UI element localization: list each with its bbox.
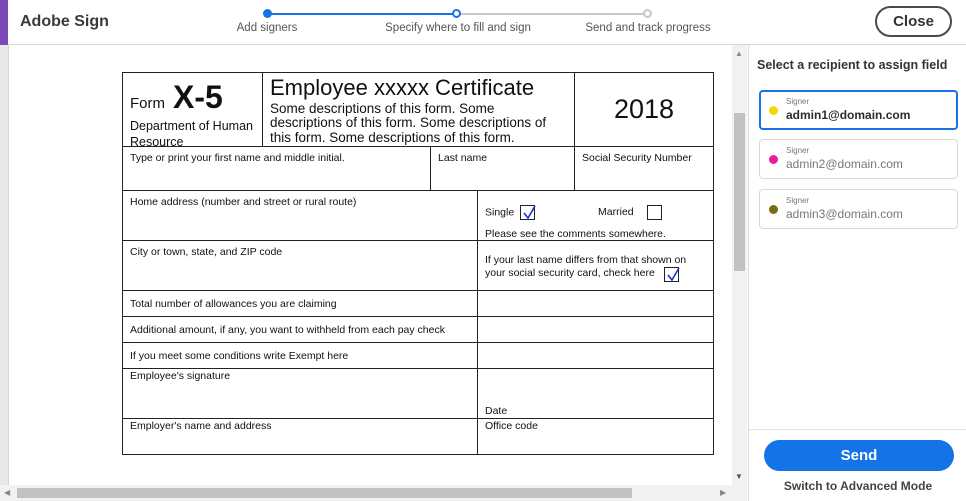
recipient-color-dot	[769, 155, 778, 164]
checkmark-icon	[521, 204, 537, 221]
step-dot-specify-fields[interactable]	[452, 9, 461, 18]
last-name-field[interactable]	[431, 147, 575, 191]
additional-amount-label: Additional amount, if any, you want to withheld from each pay check	[130, 324, 445, 336]
form-x5	[122, 72, 714, 455]
form-title-box	[263, 73, 575, 147]
form-year: 2018	[575, 73, 713, 147]
home-address-label: Home address (number and street or rural route)	[130, 196, 357, 208]
home-address-field[interactable]	[123, 191, 478, 241]
scroll-corner	[732, 485, 747, 501]
step-connector-done	[267, 13, 456, 15]
exempt-input[interactable]	[478, 343, 713, 369]
employer-name-label: Employer's name and address	[130, 420, 272, 432]
top-bar	[0, 0, 966, 45]
scroll-left-icon[interactable]: ◀	[4, 488, 11, 497]
recipient-color-dot	[769, 106, 778, 115]
scroll-down-icon[interactable]: ▼	[735, 472, 743, 481]
vertical-scrollbar[interactable]	[732, 45, 747, 485]
recipient-color-dot	[769, 205, 778, 214]
form-label: Form	[130, 95, 165, 112]
last-name-differs-label: If your last name differs from that shown on your social security card, check here	[485, 254, 687, 280]
checkmark-icon	[665, 266, 681, 283]
document-viewer[interactable]	[10, 45, 732, 485]
recipient-email: admin2@domain.com	[786, 157, 903, 171]
panel-title: Select a recipient to assign field	[757, 58, 948, 72]
recipient-card-3[interactable]	[759, 189, 958, 229]
panel-footer	[749, 429, 966, 501]
recipient-role: Signer	[786, 146, 810, 155]
office-code-field[interactable]	[478, 419, 713, 455]
step-connector-pending	[456, 13, 647, 15]
city-label: City or town, state, and ZIP code	[130, 246, 283, 258]
switch-advanced-mode-link[interactable]: Switch to Advanced Mode	[783, 479, 933, 493]
first-name-field[interactable]	[123, 147, 431, 191]
employee-signature-label: Employee's signature	[130, 370, 231, 382]
recipient-card-2[interactable]	[759, 139, 958, 179]
scroll-right-icon[interactable]: ▶	[720, 488, 727, 497]
left-edge-strip	[0, 45, 9, 501]
recipient-email: admin1@domain.com	[786, 108, 911, 122]
ssn-label: Social Security Number	[582, 152, 692, 164]
single-label: Single	[485, 206, 515, 219]
form-id-box	[123, 73, 263, 147]
allowances-field	[123, 291, 478, 317]
employee-signature-field[interactable]	[123, 369, 478, 419]
single-checkbox[interactable]	[520, 205, 535, 220]
last-name-differs-checkbox[interactable]	[664, 267, 679, 282]
form-title: Employee xxxxx Certificate	[270, 75, 535, 100]
app-title: Adobe Sign	[20, 13, 109, 30]
recipient-panel	[748, 45, 966, 501]
allowances-label: Total number of allowances you are claiming	[130, 298, 337, 310]
married-label: Married	[598, 206, 634, 219]
office-code-label: Office code	[485, 420, 538, 432]
ssn-field[interactable]	[575, 147, 713, 191]
send-button[interactable]: Send	[764, 440, 954, 471]
city-field[interactable]	[123, 241, 478, 291]
employer-name-field[interactable]	[123, 419, 478, 455]
first-name-label: Type or print your first name and middle initial.	[130, 152, 345, 164]
form-id: X-5	[173, 79, 223, 115]
department: Department of Human Resource	[130, 119, 253, 149]
allowances-input[interactable]	[478, 291, 713, 317]
recipient-role: Signer	[786, 97, 810, 106]
additional-amount-input[interactable]	[478, 317, 713, 343]
step-label-send-track[interactable]: Send and track progress	[585, 22, 711, 34]
date-field[interactable]	[478, 369, 713, 419]
married-checkbox[interactable]	[647, 205, 662, 220]
last-name-differs-box	[478, 241, 713, 291]
vertical-scroll-thumb[interactable]	[734, 113, 745, 271]
recipient-email: admin3@domain.com	[786, 207, 903, 221]
horizontal-scroll-thumb[interactable]	[17, 488, 632, 498]
additional-amount-field	[123, 317, 478, 343]
last-name-label: Last name	[438, 152, 488, 164]
step-dot-send-track[interactable]	[643, 9, 652, 18]
recipient-role: Signer	[786, 196, 810, 205]
marital-status-box	[478, 191, 713, 241]
form-description: Some descriptions of this form. Some descriptions of this form. Some descriptions of this form. Some descriptions of this form.	[270, 101, 547, 145]
close-button[interactable]: Close	[875, 6, 952, 37]
brand-strip	[0, 0, 8, 45]
date-label: Date	[485, 405, 508, 417]
scroll-up-icon[interactable]: ▲	[735, 49, 743, 58]
step-label-add-signers[interactable]: Add signers	[236, 22, 298, 34]
step-dot-add-signers[interactable]	[263, 9, 272, 18]
exempt-field	[123, 343, 478, 369]
horizontal-scrollbar[interactable]	[0, 485, 747, 501]
recipient-card-1[interactable]	[759, 90, 958, 130]
comments-note: Please see the comments somewhere.	[485, 228, 666, 240]
exempt-label: If you meet some conditions write Exempt here	[130, 350, 349, 362]
step-label-specify-fields[interactable]: Specify where to fill and sign	[385, 22, 531, 34]
